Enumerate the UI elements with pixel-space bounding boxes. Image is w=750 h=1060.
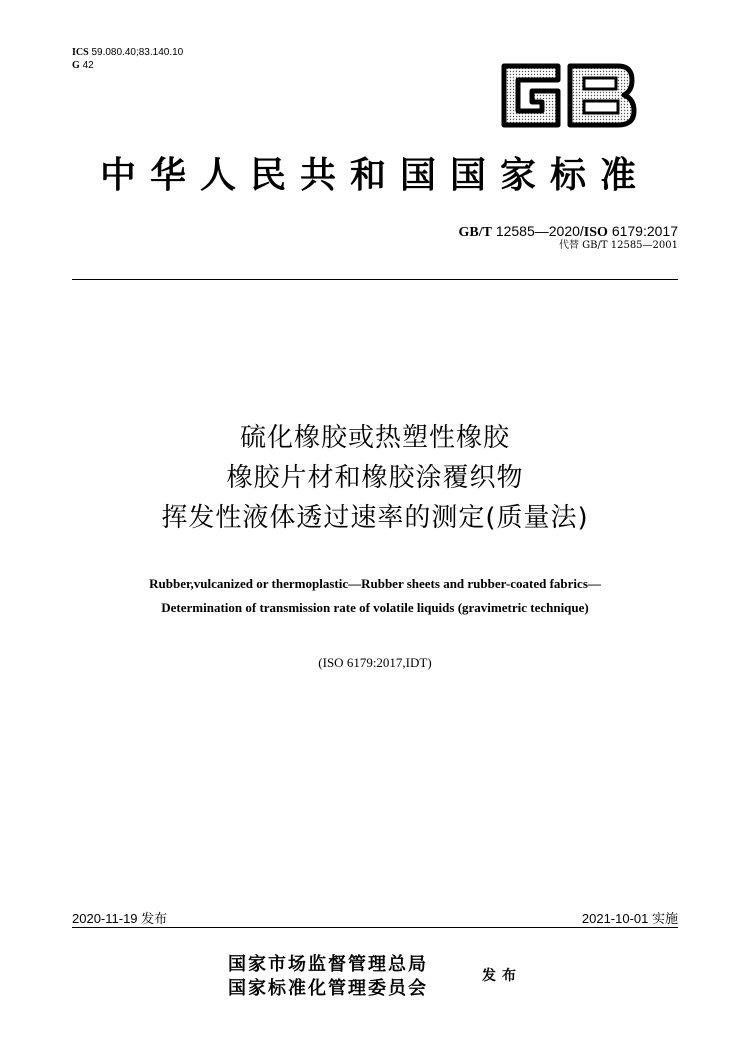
gb-prefix: GB/T <box>458 225 492 240</box>
ics-label: ICS <box>72 47 89 58</box>
implementation-date: 2021-10-01 实施 <box>581 911 678 926</box>
ccs-code <box>72 59 94 72</box>
issuer-line-2: 国家标准化管理委员会 <box>228 978 428 999</box>
issue-date: 2020-11-19 发布 <box>72 911 168 926</box>
title-en-line-1: Rubber,vulcanized or thermoplastic—Rubber sheets and rubber-coated fabrics— <box>149 576 601 591</box>
iso-equivalence: (ISO 6179:2017,IDT) <box>318 655 432 670</box>
document-title-zh <box>60 418 690 538</box>
ics-value: 59.080.40;83.140.10 <box>91 47 184 58</box>
gb-logo-icon <box>494 58 639 133</box>
header-divider <box>72 279 678 280</box>
ccs-label: G <box>72 60 80 71</box>
issue-action: 发布 <box>482 968 522 984</box>
ccs-value: 42 <box>82 60 94 71</box>
issuer-line-1: 国家市场监督管理总局 <box>228 954 428 975</box>
standard-title: 中华人民共和国国家标准 <box>99 154 650 196</box>
replaces-note: 代替 GB/T 12585—2001 <box>559 240 678 251</box>
gb-logo <box>494 58 639 133</box>
footer-divider <box>72 927 678 928</box>
document-title-en <box>60 572 690 620</box>
standard-number <box>458 222 678 242</box>
title-en-line-2: Determination of transmission rate of volatile liquids (gravimetric technique) <box>161 600 589 615</box>
title-zh-line-2: 橡胶片材和橡胶涂覆织物 <box>226 463 524 493</box>
title-zh-line-1: 硫化橡胶或热塑性橡胶 <box>239 423 510 453</box>
iso-number: 6179:2017 <box>611 223 678 239</box>
title-zh-line-3: 挥发性液体透过速率的测定(质量法) <box>161 503 589 533</box>
gb-number: 12585—2020/ <box>495 223 584 239</box>
issuing-authorities <box>228 953 428 1001</box>
iso-prefix: ISO <box>583 225 608 240</box>
ics-code <box>72 46 183 59</box>
